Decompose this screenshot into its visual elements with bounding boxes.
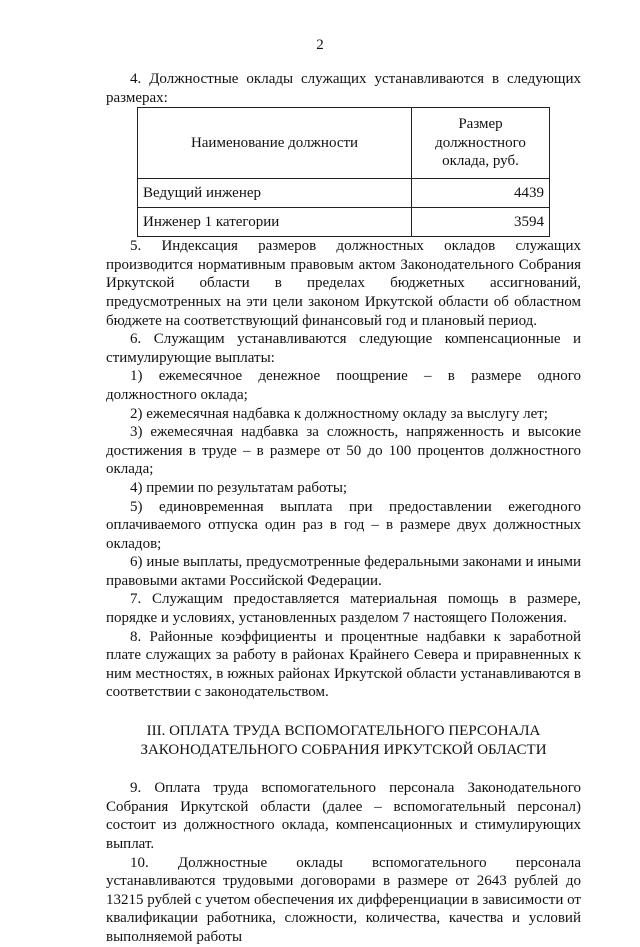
- table-cell-position: Ведущий инженер: [138, 179, 412, 208]
- table-cell-position: Инженер 1 категории: [138, 208, 412, 237]
- table-cell-salary: 4439: [412, 179, 550, 208]
- paragraph-5: 5. Индексация размеров должностных окладов служащих производится нормативным правовым актом Законодательного Собрания Иркутской области в пределах бюджетных ассигнований, предусмотренных на эти цели законом Иркутской области об областном бюджете на соответствующий финансовый год и плановый период.: [106, 238, 581, 329]
- paragraph-4: 4. Должностные оклады служащих устанавливаются в следующих размерах:: [106, 71, 581, 106]
- page-number: 2: [316, 37, 324, 53]
- list-item: 6) иные выплаты, предусмотренные федеральными законами и иными правовыми актами Российской Федерации.: [106, 554, 581, 589]
- list-item: 3) ежемесячная надбавка за сложность, напряженность и высокие достижения в труде – в размере от 50 до 100 процентов должностного оклада;: [106, 424, 581, 478]
- document-body: [106, 70, 581, 947]
- table-cell-salary: 3594: [412, 208, 550, 237]
- section-heading: [106, 722, 581, 759]
- paragraph-7: 7. Служащим предоставляется материальная помощь в размере, порядке и условиях, установленных разделом 7 настоящего Положения.: [106, 591, 581, 627]
- paragraph-10: 10. Должностные оклады вспомогательного персонала устанавливаются трудовыми договорами в размере от 2643 рублей до 13215 рублей с учетом обеспечения их дифференциации в зависимости от квалификации работника, сложности, количества, качества и условий выполняемой работы: [106, 854, 581, 945]
- table-row: [138, 208, 550, 237]
- table-row: [138, 179, 550, 208]
- list-item: 5) единовременная выплата при предоставлении ежегодного оплачиваемого отпуска один раз в год – в размере двух должностных окладов;: [106, 498, 581, 552]
- section-heading-line-2: ЗАКОНОДАТЕЛЬНОГО СОБРАНИЯ ИРКУТСКОЙ ОБЛАСТИ: [140, 741, 547, 758]
- list-item: 2) ежемесячная надбавка к должностному окладу за выслугу лет;: [130, 405, 548, 422]
- section-heading-line-1: III. ОПЛАТА ТРУДА ВСПОМОГАТЕЛЬНОГО ПЕРСОНАЛА: [146, 723, 541, 740]
- salary-table: [137, 107, 550, 237]
- column-header-position: Наименование должности: [138, 108, 412, 179]
- list-item: 4) премии по результатам работы;: [130, 479, 348, 496]
- paragraph-6: 6. Служащим устанавливаются следующие компенсационные и стимулирующие выплаты:: [106, 331, 581, 366]
- paragraph-8: 8. Районные коэффициенты и процентные надбавки к заработной плате служащих за работу в районах Крайнего Севера и приравненных к ним местностях, в южных районах Иркутской области устанавливаются в соответствии с законодательством.: [106, 628, 581, 701]
- table-header-row: [138, 108, 550, 179]
- column-header-salary: Размер должностного оклада, руб.: [412, 108, 550, 179]
- list-item: 1) ежемесячное денежное поощрение – в размере одного должностного оклада;: [106, 368, 581, 403]
- paragraph-9: 9. Оплата труда вспомогательного персонала Законодательного Собрания Иркутской области (далее – вспомогательный персонал) состоит из должностного оклада, компенсационных и стимулирующих выплат.: [106, 780, 581, 852]
